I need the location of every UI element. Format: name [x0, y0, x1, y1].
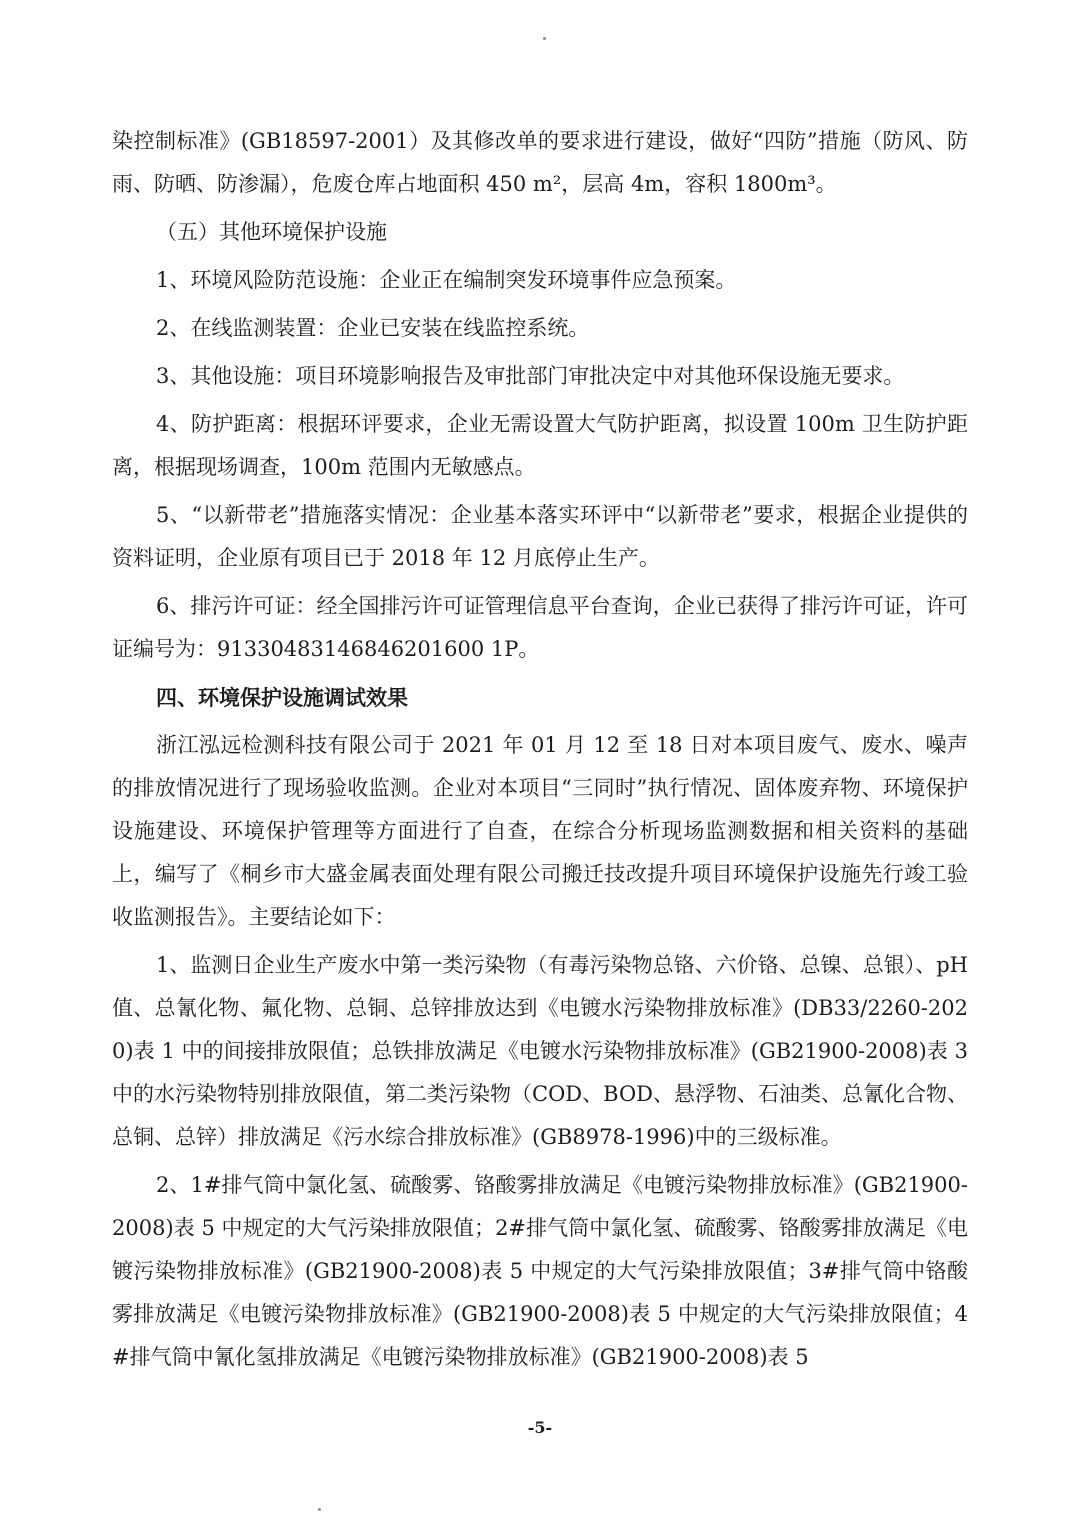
scan-speck — [543, 37, 546, 40]
scan-speck — [318, 1508, 321, 1511]
paragraph-protection-distance: 4、防护距离：根据环评要求，企业无需设置大气防护距离，拟设置 100m 卫生防护距离，根据现场调查，100m 范围内无敏感点。 — [112, 412, 968, 479]
paragraph-wastewater-conclusion: 1、监测日企业生产废水中第一类污染物（有毒污染物总铬、六价铬、总镍、总银）、pH 值、总氰化物、氟化物、总铜、总锌排放达到《电镀水污染物排放标准》(DB33/2260-2020)表 1 中的间接排放限值；总铁排放满足《电镀水污染物排放标准》(GB21900-2008)表 3 中的水污染物特别排放限值，第二类污染物（COD、BOD、悬浮物、石油类、总氰化合物、总铜、总锌）排放满足《污水综合排放标准》(GB8978-1996)中的三级标准。 — [112, 953, 968, 1149]
paragraph-risk-prevention: 1、环境风险防范设施：企业正在编制突发环境事件应急预案。 — [156, 268, 737, 292]
page-number: -5- — [527, 1418, 553, 1437]
paragraph-other-facilities: 3、其他设施：项目环境影响报告及审批部门审批决定中对其他环保设施无要求。 — [156, 364, 905, 388]
paragraph-hazardous-storage: 染控制标准》(GB18597-2001）及其修改单的要求进行建设，做好“四防”措施（防风、防雨、防晒、防渗漏），危废仓库占地面积 450 m²，层高 4m，容积 1800m³。 — [112, 129, 968, 196]
paragraph-exhaust-conclusion: 2、1#排气筒中氯化氢、硫酸雾、铬酸雾排放满足《电镀污染物排放标准》(GB21900-2008)表 5 中规定的大气污染排放限值；2#排气筒中氯化氢、硫酸雾、铬酸雾排放满足《电镀污染物排放标准》(GB21900-2008)表 5 中规定的大气污染排放限值；3#排气筒中铬酸雾排放满足《电镀污染物排放标准》(GB21900-2008)表 5 中规定的大气污染排放限值；4#排气筒中氰化氢排放满足《电镀污染物排放标准》(GB21900-2008)表 5 — [112, 1173, 968, 1369]
section-heading-other-facilities: （五）其他环境保护设施 — [156, 220, 387, 244]
document-body — [112, 120, 968, 1384]
paragraph-discharge-permit: 6、排污许可证：经全国排污许可证管理信息平台查询，企业已获得了排污许可证，许可证编号为：91330483146846201600 1P。 — [112, 594, 968, 661]
paragraph-online-monitoring: 2、在线监测装置：企业已安装在线监控系统。 — [156, 316, 590, 340]
paragraph-monitoring-summary: 浙江泓远检测科技有限公司于 2021 年 01 月 12 至 18 日对本项目废气、废水、噪声的排放情况进行了现场验收监测。企业对本项目“三同时”执行情况、固体废弃物、环境保护设施建设、环境保护管理等方面进行了自查，在综合分析现场监测数据和相关资料的基础上，编写了《桐乡市大盛金属表面处理有限公司搬迁技改提升项目环境保护设施先行竣工验收监测报告》。主要结论如下： — [112, 733, 968, 929]
section-heading-commissioning-results: 四、环境保护设施调试效果 — [156, 685, 408, 710]
paragraph-replace-old: 5、“以新带老”措施落实情况：企业基本落实环评中“以新带老”要求，根据企业提供的资料证明，企业原有项目已于 2018 年 12 月底停止生产。 — [112, 503, 968, 570]
